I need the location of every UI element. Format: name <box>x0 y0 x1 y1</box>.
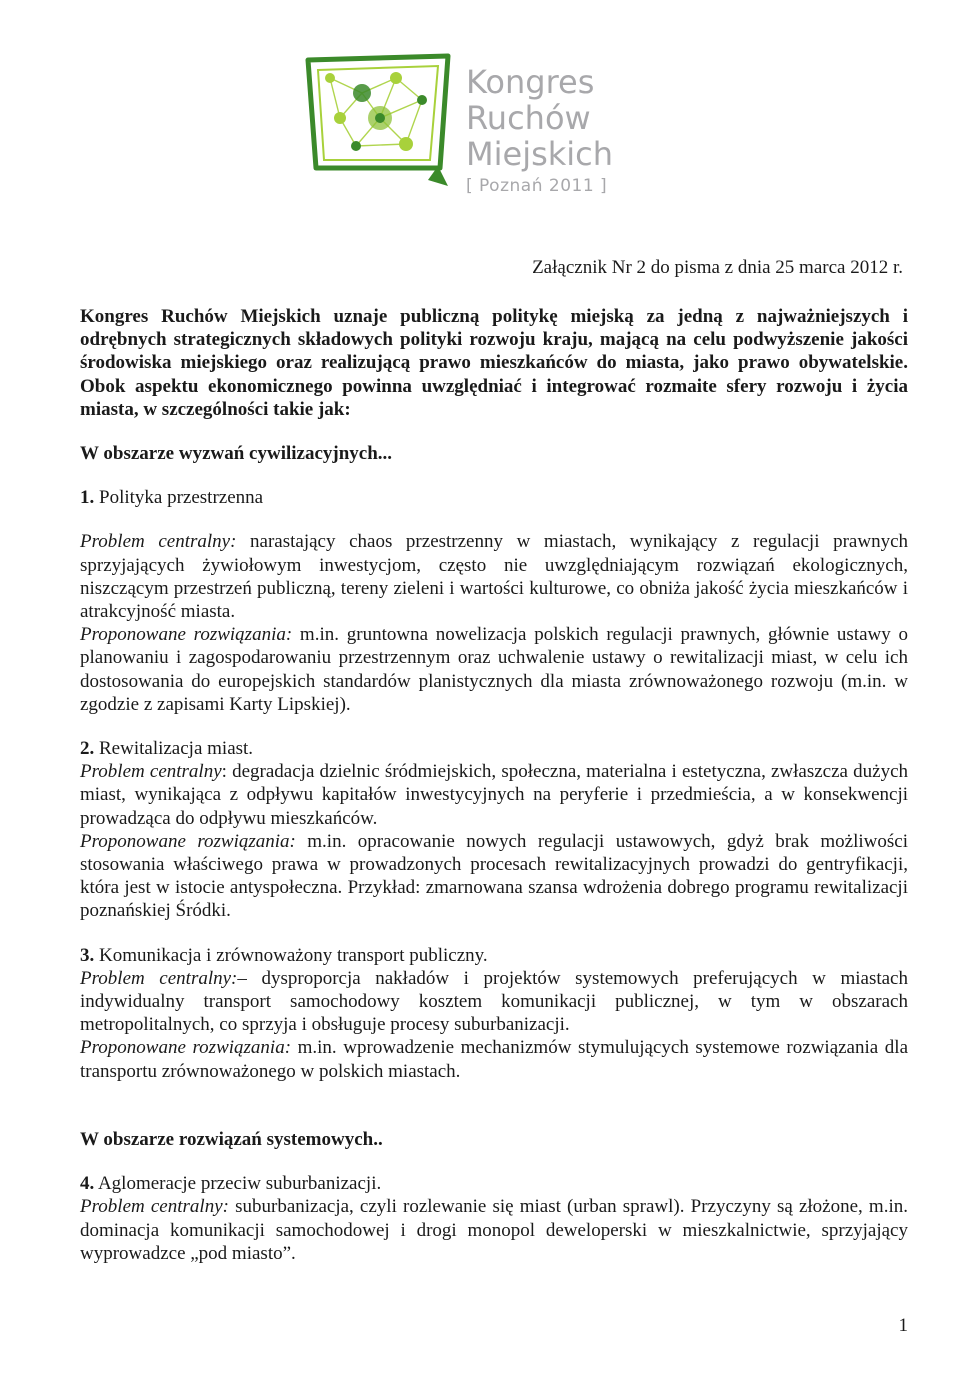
attachment-date-line: Załącznik Nr 2 do pisma z dnia 25 marca 2012 r. <box>532 257 903 278</box>
proposal-label: Proponowane rozwiązania: <box>80 830 296 852</box>
item-2-proposal <box>80 830 908 923</box>
item-3-title <box>80 944 908 967</box>
item-title-text: Aglomeracje przeciw suburbanizacji. <box>94 1173 382 1195</box>
congress-logo <box>300 48 640 198</box>
item-1-proposal <box>80 623 908 716</box>
problem-label: Problem centralny: <box>80 1196 229 1218</box>
problem-text: – dysproporcja nakładów i projektów systemowych preferujących w miastach indywidualny transport samochodowy kosztem komunikacji publicznej, w tym w obszarach metropolitalnych, co sprzyja i obsługuje procesy suburbanizacji. <box>80 967 908 1036</box>
problem-label: Problem centralny: <box>80 967 238 989</box>
item-number: 3. <box>80 944 95 966</box>
proposal-label: Proponowane rozwiązania: <box>80 624 293 646</box>
network-graphic-icon <box>300 48 460 198</box>
page-number: 1 <box>898 1315 908 1336</box>
logo-line-2: Ruchów <box>466 99 591 137</box>
problem-text: narastający chaos przestrzenny w miastach, wynikający z regulacji prawnych sprzyjających żywiołowym inwestycjom, często nie uwzględniającym rozwiązań ekologicznych, niszczącym przestrzeń publiczną, tereny zieleni i wartości kulturowe, co obniża jakość życia mieszkańców i atrakcyjność miasta. <box>80 531 909 623</box>
item-2-problem <box>80 760 908 830</box>
proposal-text: m.in. wprowadzenie mechanizmów stymulujących systemowe rozwiązania dla transportu zrównoważonego w polskich miastach. <box>80 1037 908 1082</box>
item-1-problem <box>80 530 908 623</box>
item-4-title <box>80 1172 908 1195</box>
problem-text: suburbanizacja, czyli rozlewanie się miast (urban sprawl). Przyczyny są złożone, m.in. dominacja komunikacji samochodowej i drogi monopol deweloperski w mieszkalnictwie, sprzyjający wyprowadzce „pod miasto”. <box>80 1196 908 1264</box>
item-title-text: Rewitalizacja miast. <box>94 738 254 760</box>
section-heading-civilizational: W obszarze wyzwań cywilizacyjnych... <box>80 443 393 465</box>
problem-label: Problem centralny: <box>80 531 237 553</box>
logo-wordmark <box>466 63 614 196</box>
item-number: 1. <box>80 487 95 509</box>
item-3-problem <box>80 967 908 1037</box>
logo-subtitle: [ Poznań 2011 ] <box>466 176 608 196</box>
problem-text: : degradacja dzielnic śródmiejskich, społeczna, materialna i estetyczna, zwłaszcza dużych miast, wynikająca z odpływu kapitałów inwestycyjnych na peryferie i przedmieścia, a w konsekwencji prowadząca do odpływu mieszkańców. <box>80 761 909 829</box>
section-heading-systemic: W obszarze rozwiązań systemowych.. <box>80 1128 383 1150</box>
item-1-title <box>80 486 908 509</box>
item-2-title <box>80 737 908 760</box>
proposal-text: m.in. opracowanie nowych regulacji ustawowych, gdyż brak możliwości stosowania właściwego prawa w prowadzonych procesach rewitalizacyjnych prowadzi do gentryfikacji, która jest w istocie antyspołeczna. Przykład: zmarnowana szansa wdrożenia dobrego programu rewitalizacji poznańskiej Śródki. <box>80 830 908 922</box>
logo-line-3: Miejskich <box>466 135 614 173</box>
item-title-text: Komunikacja i zrównoważony transport publiczny. <box>94 944 488 966</box>
problem-label: Problem centralny <box>80 761 222 783</box>
document-body <box>80 305 908 1265</box>
logo-line-1: Kongres <box>466 63 595 101</box>
item-title-text: Polityka przestrzenna <box>94 487 264 509</box>
item-4-problem <box>80 1195 908 1265</box>
item-number: 4. <box>80 1173 95 1195</box>
item-number: 2. <box>80 738 95 760</box>
proposal-text: m.in. gruntowna nowelizacja polskich regulacji prawnych, głównie ustawy o planowaniu i zagospodarowaniu przestrzennym oraz uchwalenie ustawy o rewitalizacji miast, w celu ich dostosowania do europejskich standardów planistycznych dla miasta zrównoważonego rozwoju (m.in. w zgodzie z zapisami Karty Lipskiej). <box>80 624 909 715</box>
item-3-proposal <box>80 1036 908 1082</box>
proposal-label: Proponowane rozwiązania: <box>80 1037 292 1059</box>
intro-paragraph: Kongres Ruchów Miejskich uznaje publiczną politykę miejską za jedną z najważniejszych i odrębnych strategicznych składowych polityki rozwoju kraju, mającą na celu podwyższenie jakości środowiska miejskiego oraz realizującą prawo mieszkańców do miasta, jako prawo obywatelskie. Obok aspektu ekonomicznego powinna uwzględniać i integrować rozmaite sfery rozwoju i życia miasta, w szczególności takie jak: <box>80 306 908 420</box>
